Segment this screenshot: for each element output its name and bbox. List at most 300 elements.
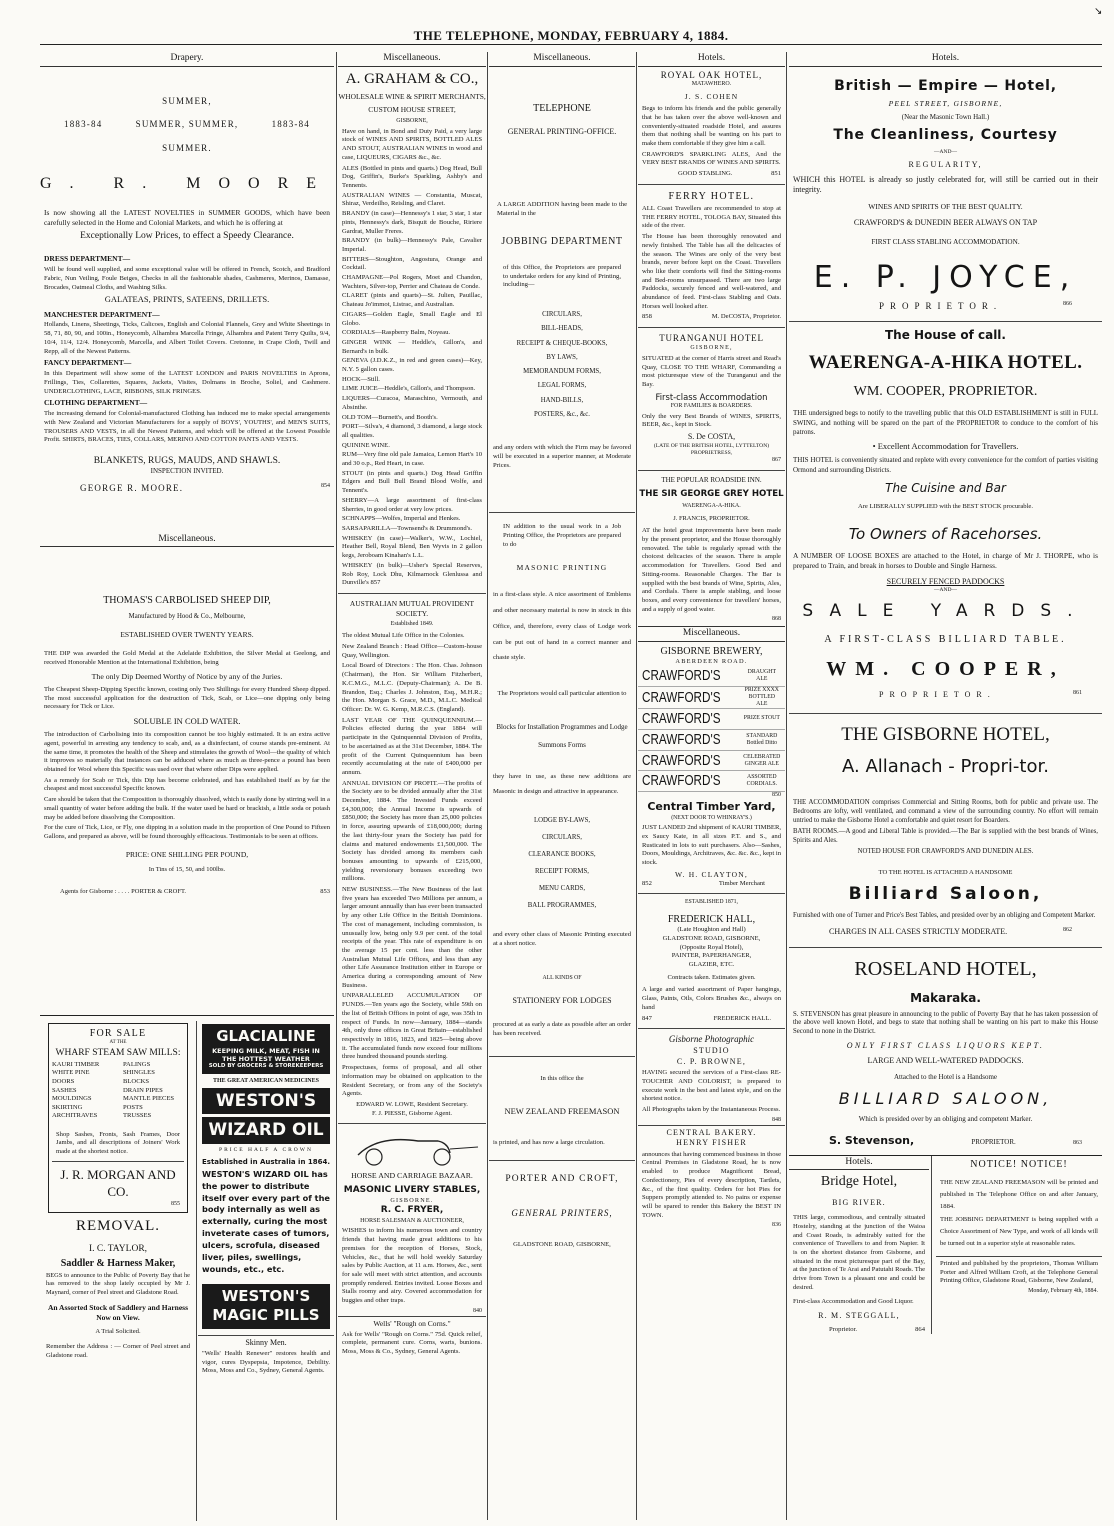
trial-line: A Trial Solicited. (95, 1328, 141, 1336)
roadside-line: THE POPULAR ROADSIDE INN. (661, 476, 762, 485)
jobbing-title: JOBBING DEPARTMENT (501, 235, 623, 247)
list-item: BILL-HEADS, (541, 325, 583, 333)
porter-croft: PORTER AND CROFT, (505, 1173, 619, 1184)
and-line: —AND— (934, 148, 957, 155)
notice-ad (932, 1156, 1102, 1335)
assorted-line: An Assorted Stock of Saddlery and Harness Now on View. (47, 1302, 189, 1322)
section-heading: Miscellaneous. (40, 533, 334, 548)
list-item: ARCHITRAVES (52, 1112, 98, 1120)
billiard-table-line: A FIRST-CLASS BILLIARD TABLE. (824, 633, 1067, 645)
every-text: and every other class of Masonic Printing executed at a short notice. (493, 931, 631, 948)
crawford-row (638, 666, 785, 687)
timber-yard-title: Central Timber Yard, (647, 800, 776, 814)
column-divider (196, 1021, 197, 1521)
ad-number: 836 (772, 1222, 781, 1229)
list-item: MOULDINGS (52, 1095, 92, 1103)
list-item: DOORS (52, 1077, 75, 1085)
bridge-accommodation: First-class Accommodation and Good Liquor. (793, 1298, 914, 1306)
sheep-dip-title: THOMAS'S CARBOLISED SHEEP DIP, (103, 595, 271, 607)
turanganui-title: TURANGANUI HOTEL (659, 333, 764, 344)
list-item: CLEARANCE BOOKS, (528, 851, 596, 859)
imprint-date: Monday, February 4th, 1884. (1028, 1288, 1098, 1295)
list-item: RECEIPT & CHEQUE-BOOKS, (516, 339, 608, 347)
dip-text: Care should be taken that the Composition is thoroughly dissolved, which is easily done by stirring well in a small quantity of water before adding the bulk. If the water used be hard or brackish, a little soda or potash may be added before dissolving the Composition. (44, 796, 330, 821)
established-line: ESTABLISHED OVER TWENTY YEARS. (120, 630, 254, 640)
regularity-line: REGULARITY, (908, 159, 983, 169)
shop-text: Shop Sashes, Fronts, Sash Frames, Door Jambs, and all descriptions of Joiners' Work made at the shortest notice. (56, 1130, 180, 1155)
list-item: CLARET (pints and quarts)—St. Julien, Pauillac, Chateau Jo'immot, Listrac, and Australian. (342, 292, 482, 309)
roseland-title: ROSELAND HOTEL, (854, 958, 1037, 981)
magic-pills-logo: WESTON'S MAGIC PILLS (202, 1284, 330, 1329)
ad-number: 851 (771, 170, 781, 178)
list-item: BITTERS—Stoughton, Angostura, Orange and Cocktail. (342, 255, 482, 272)
list-item: HOCK—Still. (342, 375, 380, 383)
signature-row (40, 477, 334, 495)
ferry-text: ALL Coast Travellers are recommended to stop at THE FERRY HOTEL, TOLOGA BAY, Situated this side of the river. (642, 205, 781, 230)
season-label: 1883-84 (271, 119, 310, 130)
ad-number: 850 (772, 792, 781, 799)
cooper-row (789, 682, 1102, 701)
custom-house-line: CUSTOM HOUSE STREET, (368, 105, 456, 115)
telephone-title: TELEPHONE (533, 102, 591, 114)
crawford-product: ASSORTED CORDIALS. (746, 774, 778, 788)
peel-street: PEEL STREET, GISBORNE, (888, 99, 1003, 108)
masonic-stables: MASONIC LIVERY STABLES, (343, 1185, 481, 1196)
list-item: WHITE PINE (52, 1069, 90, 1077)
corner-arrow-icon: ↘ (1094, 6, 1103, 17)
fh-glazier: GLAZIER, ETC. (688, 961, 735, 969)
crawford-brand: CRAWFORD'S (642, 710, 721, 728)
list-item: AUSTRALIAN WINES — Constantia, Muscat, Shiraz, Verdeilho, Reisling, and Claret. (342, 191, 482, 208)
intro-text: Is now showing all the LATEST NOVELTIES in SUMMER GOODS, which have been carefully selected in the Home and Colonial Markets, and which he is offering at (44, 208, 330, 228)
notice-text: THE JOBBING DEPARTMENT is being supplied with a Choice Assortment of New Type, and work of all kinds will be turned out in a superior style at reasonable rates. (940, 1216, 1098, 1248)
timber-yard-subtitle: (NEXT DOOR TO WHINRAY'S.) (671, 814, 752, 821)
stabling-line: GOOD STABLING. (678, 170, 733, 178)
stevenson-row (789, 1130, 1102, 1149)
summer-line: SUMMER. (162, 143, 212, 154)
amp-text: Prospectuses, forms of proposal, and all other information may be obtained on application to the Resident Secretary, or from any of the Society's Agents. (342, 1064, 482, 1098)
list-item: LODGE BY-LAWS, (533, 817, 591, 825)
dip-text: As a remedy for Scab or Tick, this Dip has become celebrated, and has established itself as by far the cheapest and most successful Specific known. (44, 776, 330, 793)
list-item: SHERRY—A large assortment of first-class Sherries, in good order at very low prices. (342, 496, 482, 513)
ferry-title: FERRY HOTEL. (668, 190, 755, 202)
glacialine-title: GLACIALINE (216, 1027, 316, 1045)
grey-hotel-title: THE SIR GEORGE GREY HOTEL (639, 488, 784, 499)
gisborne-line: GISBORNE, (690, 345, 733, 352)
and-line: —AND— (934, 587, 957, 594)
section-heading: Hotels. (638, 52, 785, 67)
billiard-saloon-title: Billiard Saloon, (848, 884, 1043, 905)
amp-text: New Zealand Branch : Head Office—Custom-house Quay, Wellington. (342, 643, 482, 659)
ad-number: 866 (1063, 301, 1072, 308)
cuisine-title: The Cuisine and Bar (885, 480, 1006, 495)
remember-line: Remember the Address : — Corner of Peel street and Gladstone road. (46, 1342, 190, 1359)
list-item: GENEVA (J.D.K.Z., in red and green cases)—Key, N.Y. 5 gallon cases. (342, 357, 482, 374)
steggall-name: R. M. STEGGALL, (818, 1311, 900, 1321)
list-item: SASHES (52, 1086, 77, 1094)
list-item: SHINGLES (123, 1069, 155, 1077)
amp-text: ANNUAL DIVISION OF PROFIT.—The profits of the Society are to be divided annually after the 31st December, 1884. The Invested Funds exceed £4,300,000; the Annual Income is upwards of £850,000; the Society has more than 25,000 policies in force, assuring upwards of £18,000,000; during the last thirty-four years the Society has paid for claims and matured endowments £1,500,000. The Society has divided among its members cash bonuses amounting to upwards of £215,000, yielding reversionary bonuses exceeding two millions. (342, 779, 482, 883)
wharf-title: WHARF STEAM SAW MILLS: (55, 1047, 181, 1058)
masthead-rule (40, 44, 1102, 45)
section-heading: Hotels. (789, 52, 1102, 67)
only-text: Only the very Best Brands of WINES, SPIRITS, BEER, &c., kept in Stock. (642, 412, 781, 429)
excellent-text: Excellent Accommodation for Travellers. (877, 441, 1019, 452)
dip-text: The Cheapest Sheep-Dipping Specific known, costing only Two Shillings for every Hundred Sheep dipped. The most successful application for the destruction of Tick, Scab, or Lice—one dipping only being necessary for Tick or Lice. (44, 685, 330, 711)
bath-text: BATH ROOMS.—A good and Liberal Table is provided.—The Bar is supplied with the best brands of Wines, Spirits and Ales. (793, 827, 1098, 844)
crawford-brand: CRAWFORD'S (642, 688, 721, 706)
timber-text: JUST LANDED 2nd shipment of KAURI TIMBER, ex Saucy Kate, in all sizes P.T. and S., and Rusticated in lots to suit purchasers. Also—Sashes, Doors, Mouldings, Architraves, &c. &c. &c., kept in stock. (642, 824, 781, 867)
list-item: QUININE WINE. (342, 441, 390, 449)
fryer-text: WISHES to inform his numerous town and country friends that having made great additions to his premises for the reception of Horses, Stock, Vehicles, &c., that he will hold weekly Saturday sales by Public Auction, at 11 a.m. Horses, &c., sent for sale will meet with strict attention, and accounts promptly rendered. Entries invited. Loose Boxes and Stalls roomy and airy. Covered accommodation for buggies and other traps. (342, 1227, 482, 1305)
removal-text: BEGS to announce to the Public of Poverty Bay that he has removed to the shop lately occupied by Mr J. Maynard, corner of Peel street and Gladstone Road. (46, 1271, 190, 1296)
for-sale-ad (48, 1023, 188, 1213)
crawford-brand: CRAWFORD'S (642, 667, 721, 685)
which-text: WHICH this HOTEL is already so justly celebrated for, will still be carried out in their integrity. (793, 174, 1098, 195)
browne-name: C. P. BROWNE, (676, 1056, 747, 1066)
summer-line: SUMMER, SUMMER, (135, 119, 239, 130)
joyce-row (789, 297, 1102, 313)
fh-sign-row (638, 1015, 785, 1024)
glacialine-tagline: KEEPING MILK, MEAT, FISH IN THE HOTTEST WEATHER (212, 1046, 320, 1063)
department-heading: CLOTHING DEPARTMENT— (44, 398, 148, 408)
bridge-hotel-ad (789, 1156, 932, 1335)
department-text: In this Department will show some of the LATEST LONDON and PARIS NOVELTIES in Aprons, Frillings, Ties, Collarettes, Squares, Jackets, Visites, Dolmans in Broche, Soliel, and Cashmere. UNDERCLOTHING, LACE, RIBBONS, SILK FRINGES. (44, 370, 330, 395)
studio-title: STUDIO (693, 1046, 730, 1056)
printing-office: GENERAL PRINTING-OFFICE. (507, 126, 617, 136)
cohen-text: Begs to inform his friends and the public generally that he has taken over the above well-known and conveniently-situated roadside Hotel, and assures them that nothing shall be wanting on his part to make them comfortable if they give him a call. (642, 105, 781, 148)
agents-row (40, 880, 334, 897)
advertiser-name: G. R. MOORE (40, 175, 334, 193)
list-item: CIRCULARS, (542, 834, 582, 842)
paddocks-line: SECURELY FENCED PADDOCKS (886, 576, 1005, 586)
excellent-line: • Excellent Accommodation for Travellers. (872, 441, 1019, 452)
list-item: WHISKEY (in bulk)—Usher's Special Reserves, Rob Roy, Lock Dhu, Kilmarnock Glenlussa and Dunville's 857 (342, 561, 482, 587)
gisborne-hotel-text: THE ACCOMMODATION comprises Commercial and Sitting Rooms, both for public and private use. The Bedrooms are lofty, well ventilated, and command a view of the surrounding country. No effort will remain untried to make the Gisborne Hotel a comfortable and quiet resort for Boarders. (793, 798, 1098, 824)
crawford-row (638, 751, 785, 772)
crawford-row (638, 709, 785, 730)
loose-boxes-text: A NUMBER OF LOOSE BOXES are attached to the Hotel, in charge of Mr J. THORPE, who is prepared to Train, and break in horses to Double and Single Harness. (793, 551, 1098, 570)
masonic-printing: MASONIC PRINTING (516, 563, 608, 573)
attached-line: Attached to the Hotel is a Handsome (893, 1072, 998, 1081)
owners-title: To Owners of Racehorses. (848, 525, 1043, 544)
great-medicines: THE GREAT AMERICAN MEDICINES (213, 1077, 319, 1084)
department-text: Hollands, Linens, Sheetings, Ticks, Calicoes, English and Colonial Flannels, Grey and White Sheetings in 58, 71, 80, 90, and 100in., Honeycomb, Alhambra Marcella Fringe, Alhambra and Patent Terry Quilts, 9/4, 10/4, 11/4, 12/4. Honeycomb, Marcella, and Albert Toilet Covers. Cretonne, in Crape Cloth, Twill and Repp, all of the Newest Patterns. (44, 321, 330, 355)
column-divider (487, 52, 488, 1520)
in-this-office: In this office the (540, 1075, 584, 1083)
westons-logo: WESTON'S (202, 1088, 330, 1114)
list-item: SARSAPARILLA—Townsend's & Drummond's. (342, 525, 473, 532)
list-item: PALINGS (123, 1060, 151, 1068)
notice-title: NOTICE! NOTICE! (970, 1158, 1068, 1170)
wizard-oil-text: WESTON'S WIZARD OIL has the power to distribute itself over every part of the body internally as well as externally, curing the most inveterate cases of tumors, ulcers, scrofula, diseased liver, piles, swellings, wounds, etc., etc. (202, 1168, 330, 1274)
all-kinds: ALL KINDS OF (542, 974, 582, 981)
ad-number: 862 (1063, 926, 1072, 933)
crawford-row (638, 730, 785, 751)
list-item: KAURI TIMBER (52, 1060, 100, 1068)
cohen-name: J. S. COHEN (684, 92, 739, 102)
fh-subtitle: (Late Houghton and Hall) (677, 926, 746, 934)
taylor-name: I. C. TAYLOR, (88, 1243, 148, 1254)
sheep-dip-subtitle: Manufactured by Hood & Co., Melbourne, (128, 613, 246, 621)
list-item: SCHNAPPS—Wolfes, Imperial and Henkes. (342, 515, 461, 523)
masonic-list (489, 813, 635, 915)
ad-number: 864 (915, 1325, 925, 1333)
stevenson-text: S. STEVENSON has great pleasure in announcing to the public of Poverty Bay that he has taken possession of the above well known Hotel, and begs to state that nothing shall be wanting on his part to make this House Second to none in the District. (793, 1010, 1098, 1036)
bottom-split (789, 1156, 1102, 1335)
bridge-text: THIS large, commodious, and centrally situated Hostelry, standing at the junction of the Waioa and Coast Roads, is admirably suited for the convenience of Travellers to and from Napier. It is on the shortest distance from Gisborne, and situated in the most picturesque part of the Bay, at the junction of Te Arai and Patutahi Roads. The drive from Town is a pleasant one and could be desired. (793, 1214, 925, 1291)
list-item: MANTLE PIECES (123, 1095, 175, 1103)
list-item: STOUT (in pints and quarts.) Dog Head Griffin Edgers and Bull Bull Brand Blood Wolfe, and Tennent's. (342, 469, 482, 495)
steggall-row (789, 1326, 929, 1335)
crawford-product: PRIZE XXXX BOTTLED ALE (744, 687, 779, 708)
ad-number: 861 (1073, 690, 1082, 697)
waerenga-title: WAERENGA-A-HIKA HOTEL. (808, 351, 1083, 373)
saloon-title: BILLIARD SALOON, (838, 1088, 1053, 1108)
crawford-line: CRAWFORD'S SPARKLING ALES, And the VERY BEST BRANDS OF WINES AND SPIRITS. (642, 150, 781, 167)
photo-title: Gisborne Photographic (668, 1034, 755, 1045)
fh-address: GLADSTONE ROAD, GISBORNE, (662, 934, 761, 942)
taylor-trade: Saddler & Harness Maker, (60, 1257, 176, 1269)
blocks-text: Blocks for Installation Programmes and Lodge Summons Forms (496, 723, 628, 750)
list-item: CIRCULARS, (542, 310, 582, 318)
crawford-product: STANDARD Bottled Ditto (746, 732, 778, 746)
wm-cooper-title: WM. COOPER, (826, 658, 1065, 681)
blankets-line: BLANKETS, RUGS, MAUDS, AND SHAWLS. (93, 455, 281, 466)
price-line: PRICE: ONE SHILLING PER POUND, (125, 849, 249, 859)
season-label: 1883-84 (64, 119, 103, 130)
fryer-name: R. C. FRYER, (380, 1205, 444, 1216)
imprint-text: Printed and published by the proprietors, Thomas William Porter and Alfred William Croft, at the Telephone General Printing Office, Gladstone Road, Gisborne, New Zealand, (940, 1259, 1098, 1285)
signature: GEORGE R. MOORE. (80, 482, 184, 493)
printing-column (489, 52, 635, 1520)
list-item: LIQUERS—Curacoa, Maraschino, Vermouth, and Absinthe. (342, 395, 482, 411)
department-text: Will be found well supplied, and some exceptional value will be offered in French, Scotch, and Bradford Fabric, Nun Veiling, Foule Beiges, Checks in all the fashionable shades, Cashmeres, Merinos, Damasse, Brocades, Oatmeal Cloths, and Washing Silks. (44, 266, 330, 291)
families-line: FOR FAMILIES & BOARDERS. (670, 402, 753, 409)
amp-text: LAST YEAR OF THE QUINQUENNIUM.—Policies effected during the year 1884 will participate in the Quinquennial Division of Profits, to be ascertained as at the 31st December, 1884. The profit of the Current Quinquennium has been recently accumulating at the rate of £400,000 per annum. (342, 716, 482, 776)
established-line: ESTABLISHED 1871, (685, 899, 738, 906)
carriage-icon (338, 1129, 486, 1167)
for-sale-at: AT THE (109, 1040, 127, 1045)
list-item: CIGARS—Golden Eagle, Small Eagle and El Globo. (342, 310, 482, 327)
gisborne-line: GISBORNE, (396, 117, 428, 124)
list-item: WHISKEY (in case)—Walker's, W.W., Lochiel, Heather Bell, Royal Blend, Ben Wyvis in 2 gallon kegs, Jeroboam Kinahan's L.L. (342, 534, 482, 560)
hotels-right-column (789, 52, 1102, 1520)
ad-number: 847 (642, 1014, 652, 1022)
timber-list-right (123, 1061, 184, 1121)
department-line: GALATEAS, PRINTS, SATEENS, DRILLETS. (104, 294, 270, 305)
undersigned-text: THE undersigned begs to notify to the travelling public that this OLD ESTABLISHMENT is still in FULL SWING, and nothing will be spared on the part of the PROPRIETOR to conduce to the comfort of his patrons. (793, 409, 1098, 436)
section-heading: Miscellaneous. (489, 52, 635, 67)
browne-text: All Photographs taken by the Instantaneous Process. (642, 1106, 781, 1114)
list-item: LEGAL FORMS, (537, 382, 587, 390)
list-item: GINGER WINK — Heddle's, Gillon's, and Bernard's in bulk. (342, 338, 482, 355)
miscellaneous-column (338, 52, 486, 1520)
frederick-title: FREDERICK HALL, (667, 914, 756, 926)
amp-signature: F. J. PIESSE, Gisborne Agent. (371, 1109, 453, 1117)
for-sale-column (42, 1021, 194, 1521)
gisborne-hotel-title: THE GISBORNE HOTEL, (841, 724, 1050, 745)
matawhero: MATAWHERO. (691, 81, 732, 88)
crawford-product: DRAUGHT ALE (747, 669, 776, 683)
british-empire-title: British — Empire — Hotel, (834, 77, 1057, 94)
ad-number: 852 (642, 879, 652, 887)
horse-bazaar: HORSE AND CARRIAGE BAZAAR. (351, 1171, 473, 1181)
summer-row (40, 107, 334, 143)
amp-text: UNPARALLELED ACCUMULATION OF FUNDS.—Ten years ago the Society, while 59th on the list of British Offices in point of age, was 35th in respect of Funds. In now—January, 1884—stands 4th, only three offices in Great Britain—established respectively in 1816, 1823, and 1825—being above it. The accumulated funds now exceed four millions three hundred thousand pounds sterling. (342, 992, 482, 1061)
makaraka-line: Makaraka. (910, 990, 981, 1005)
tins-line: In Tins of 15, 50, and 100lbs. (148, 865, 226, 873)
furnished-text: Furnished with one of Turner and Price's Best Tables, and presided over by an obliging and Competent Marker. (793, 911, 1096, 919)
glacialine-banner (202, 1024, 330, 1074)
favour-text: and any orders with which the Firm may be favored will be executed in a superior manner, at Moderate Prices. (493, 444, 631, 469)
ad-number: 868 (772, 616, 781, 623)
graham-title: A. GRAHAM & CO., (345, 70, 479, 87)
list-item: LIME JUICE—Heddle's, Gillon's, and Thompson. (342, 385, 476, 393)
timber-list (52, 1059, 184, 1123)
crawford-brand: CRAWFORD'S (642, 751, 721, 769)
fryer-subtitle: HORSE SALESMAN & AUCTIONEER, (360, 1217, 464, 1225)
agents-line: Agents for Gisborne : . . . . PORTER & CROFT. (60, 888, 187, 896)
crawford-line: CRAWFORD'S & DUNEDIN BEER ALWAYS ON TAP (853, 217, 1038, 227)
intro-emphasis: Exceptionally Low Prices, to effect a Speedy Clearance. (80, 230, 294, 241)
list-item: BLOCKS (123, 1077, 150, 1085)
aberdeen-line: ABERDEEN ROAD. (675, 657, 748, 665)
fisher-name: HENRY FISHER (676, 1138, 747, 1148)
joyce-title: E. P. JOYCE, (813, 259, 1078, 295)
wholesale-line: WHOLESALE WINE & SPIRIT MERCHANTS, (338, 92, 486, 102)
section-rule (40, 1015, 334, 1016)
proprietor-label: Proprietor. (829, 1325, 858, 1333)
amp-text: NEW BUSINESS.—The New Business of the last five years has exceeded Two Millions per annum, a larger amount annually than has ever been transacted by any other Life Office in the British Dominions. The cost of management, including commission, is unusually low, being only 9.9 per cent. of the total receipts of the year. This rate of expenditure is on the average 15 per cent. less than the other Australian Mutual Life Offices, and less than any other Life Assurance Institution either in Europe or America during a corresponding amount of New Business. (342, 886, 482, 989)
call-text: The Proprietors would call particular attention to (497, 690, 627, 698)
brewery-title: GISBORNE BREWERY, (660, 645, 763, 657)
amp-text: The oldest Mutual Life Office in the Colonies. (342, 632, 465, 640)
fh-signature: FREDERICK HALL. (713, 1014, 771, 1022)
noted-line: NOTED HOUSE FOR CRAWFORD'S AND DUNEDIN ALES. (857, 847, 1034, 855)
inspection-line: INSPECTION INVITED. (150, 467, 224, 476)
list-item: CHAMPAGNE—Pol Rogers, Moet and Chandon, Wachters, Silver-top, Perrier and Chateau de Conde. (342, 274, 482, 290)
list-item: BALL PROGRAMMES, (527, 902, 597, 910)
wine-list (338, 165, 486, 588)
ad-number: 867 (772, 457, 781, 464)
list-item: BY LAWS, (546, 353, 578, 361)
ad-number: 853 (320, 888, 330, 896)
allanach-line: A. Allanach - Propri-tor. (842, 756, 1049, 778)
list-item: HAND-BILLS, (540, 396, 584, 404)
ferry-sign-row (638, 313, 785, 322)
summer-line: SUMMER, (162, 95, 212, 106)
sale-yards-title: SALE YARDS. (802, 601, 1089, 622)
procured-text: procured at as early a date as possible after an order has been received. (493, 1020, 631, 1037)
skinny-text: "Wells' Health Renewer" restores health and vigor, cures Dyspepsia, Impotence, Debility. Moss, Moss and Co., Sydney, General Agents. (202, 1350, 330, 1375)
dip-emphasis: The only Dip Deemed Worthy of Notice by any of the Juries. (91, 671, 283, 681)
wells-title: Wells' "Rough on Corns." (338, 1316, 486, 1329)
presided-line: Which is presided over by an obliging and competent Marker. (858, 1114, 1033, 1123)
charges-line: CHARGES IN ALL CASES STRICTLY MODERATE. (829, 926, 1008, 936)
column-divider (786, 52, 787, 1520)
bakery-title: CENTRAL BAKERY. (638, 1125, 785, 1139)
crawford-product: CELEBRATED GINGER ALE (743, 753, 781, 767)
crawford-list (638, 666, 785, 792)
attached-line: TO THE HOTEL IS ATTACHED A HANDSOME (878, 868, 1013, 876)
crawford-brand: CRAWFORD'S (642, 730, 721, 748)
list-item: DRAIN PIPES (123, 1086, 163, 1094)
large-addition: A LARGE ADDITION having been made to the Material in the (497, 201, 627, 217)
proprietor-label: PROPRIETOR. (971, 1138, 1016, 1147)
department-text: The increasing demand for Colonial-manufactured Clothing has induced me to make special arrangements with New Zealand and Victorian Manufacturers for a supply of BOYS', YOUTHS', and MEN'S SUITS, TROUSERS AND VESTS, in all the Newest Patterns, and which will be offered at the Lowest Possible Profit. SHIRTS, BRACES, TIES, COLLARS, MERINO AND COTTON PANTS AND VESTS. (44, 410, 330, 444)
ad-number: 858 (642, 313, 652, 321)
hotels-column (638, 52, 785, 1520)
royal-oak-title: ROYAL OAK HOTEL, (660, 69, 763, 80)
stevenson-signature: S. Stevenson, (829, 1134, 915, 1148)
crawford-row (638, 771, 785, 792)
fisher-text: announces that having commenced business in those Central Premises in Gladstone Road, he is now enabled to produce Magnificent Bread, Confectionery, Pies of every description, Tartlets, &c., of the first quality. Orders for hot Pies for Suppers promptly attended to. No pains or expense will be spared to render this Bakery the BEST IN TOWN. (642, 1150, 781, 1219)
column-divider (636, 52, 637, 1520)
ferry-text: The House has been thoroughly renovated and newly finished. The Table has all the delicacies of the season. The Wines are only of the very best brands, never before kept on the Coast. Travellers who like their comforts will find the Sitting-rooms and Bed-rooms unsurpassed. There are two large Paddocks, securely fenced and well-watered, and abundance of feed. First-class Stabling and Oats. Horses well looked after. (642, 233, 781, 310)
conveniently-text: THIS HOTEL is conveniently situated and replete with every convenience for the comfort of parties visiting Ormond and surrounding Districts. (793, 456, 1098, 474)
list-item: POSTS (123, 1103, 143, 1111)
browne-text: HAVING secured the services of a First-class RE-TOUCHER AND COLORIST, is prepared to execute work in the best and latest style, and on the shortest notice. (642, 1069, 781, 1103)
francis-name: J. FRANCIS, PROPRIETOR. (673, 514, 750, 522)
costa-name: S. De COSTA, (687, 432, 736, 442)
big-river-line: BIG RIVER. (832, 1197, 886, 1207)
list-item: BRANDY (in case)—Hennessy's 1 star, 3 star, 1 star pints, Hennessy's dark, Bisquit de Bouche, Ririere Gardrat, Muller Freres. (342, 210, 482, 235)
firm-name: J. R. MORGAN AND CO. (60, 1167, 176, 1200)
liberally-line: Are LIBERALLY SUPPLIED with the BEST STOCK procurable. (857, 502, 1034, 510)
blocks-body: they have in use, as these new additions are Masonic in design and attractive in appearance. (493, 773, 631, 795)
fh-contracts: Contracts taken. Estimates given. (667, 973, 756, 981)
printer-address: GLADSTONE ROAD, GISBORNE, (513, 1241, 611, 1249)
list-item: TRUSSES (123, 1112, 152, 1120)
list-item: SKIRTING (52, 1103, 83, 1111)
stock-text: Have on hand, in Bond and Duty Paid, a very large stock of WINES AND SPIRITS, BOTTLED ALES AND STOUT, AUSTRALIAN WINES in wood and case, LIQUEURS, CIGARS &c., &c. (342, 127, 482, 161)
first-class-line: First-class Accommodation (655, 391, 768, 402)
wizard-oil-column (198, 1021, 334, 1521)
established-line: Established in Australia in 1864. (202, 1157, 331, 1166)
list-item: ALES (Bottled in pints and quarts.) Dog Head, Bull Dog, Griffin's, Burke's Sparkling, Ashby's and Tennents. (342, 164, 482, 189)
house-of-call: The House of call. (885, 328, 1006, 343)
list-item: CORDIALS—Raspberry Balm, Noyeau. (342, 329, 451, 337)
list-item: BRANDY (in bulk)—Hennessy's Pale, Cavalier Imperial. (342, 237, 482, 253)
list-item: MEMORANDUM FORMS, (523, 368, 601, 376)
list-item: MENU CARDS, (538, 885, 586, 893)
timber-list-left (52, 1061, 113, 1121)
waerenga-line: WAERENGA-A-HIKA. (682, 502, 741, 509)
list-item: PORT—Silva's, 4 diamond, 3 diamond, a large stock all qualities. (342, 423, 482, 439)
crawford-row (638, 687, 785, 709)
stabling-line: FIRST CLASS STABLING ACCOMMODATION. (871, 238, 1020, 247)
wells-text: Ask for Wells' "Rough on Corns." 75d. Quick relief, complete, permanent cure. Corns, warts, bunions. Moss, Moss & Co., Sydney, General Agents. (342, 1330, 482, 1355)
department-heading: FANCY DEPARTMENT— (44, 358, 132, 368)
amp-text: Local Board of Directors : The Hon. Chas. Johnson (Chairman), the Hon. Sir William Fitzherbert, K.C.M.G., M.L.C. (Deputy-Chairman); A. De B. Brandon, Esq.; Charles J. Johnston, Esq., M.H.R.; the Hon. Morgan S. Grace, M.D., M.L.C. Medical Officer: Dr. W. G. Kemp, M.R.C.S. (England). (342, 662, 482, 713)
dip-text: The introduction of Carbolising into its composition cannot be too highly estimated. It is an extra active agent, powerful in arresting any tendency to scab, and, as a disinfectant, of course stands pre-eminent. At the same time, it promotes the health of the Sheep and stimulates the growth of Wool—the quality of which it improves so materially that instances can be adduced where as much as three-pence a pound has been obtained for Wool where this Specific was used over that where other Dips were applied. (44, 731, 330, 773)
francis-text: AT the hotel great improvements have been made by the present proprietor, and the House thoroughly renovated. The table is regularly spread with the choicest delicacies of the season. There is ample accommodation for Travellers. Good Bed and Sitting-rooms. Reasonable Charges. The Bar is supplied with the best brands of Wine, Spirits, Ales, and Cordials. There is ample stabling, and loose boxes, and every convenience for travellers' horses, and a supply of good water. (642, 527, 781, 613)
paddocks-line: LARGE AND WELL-WATERED PADDOCKS. (867, 1055, 1024, 1065)
masthead: THE TELEPHONE, MONDAY, FEBRUARY 4, 1884. (413, 28, 729, 43)
printed-text: is printed, and has now a large circulation. (493, 1139, 605, 1147)
stationery-title: STATIONERY FOR LODGES (512, 996, 612, 1006)
skinny-title: Skinny Men. (198, 1335, 334, 1348)
dip-text: THE DIP was awarded the Gold Medal at the Adelaide Exhibition, the Silver Medal at Geelong, and received Honorable Mention at the International Exhibition, being (44, 650, 330, 666)
wizard-oil-logo: WIZARD OIL (202, 1117, 330, 1143)
only-liquors: ONLY FIRST CLASS LIQUORS KEPT. (846, 1041, 1045, 1051)
turanganui-text: SITUATED at the corner of Harris street and Read's Quay, CLOSE TO THE WHARF, Commanding a most picturesque view of the Turanganui and the Bay. (642, 354, 781, 389)
department-heading: DRESS DEPARTMENT— (44, 254, 131, 264)
wines-line: WINES AND SPIRITS OF THE BEST QUALITY. (868, 201, 1023, 211)
clayton-row (638, 880, 785, 889)
ad-number: 863 (1072, 1140, 1082, 1147)
